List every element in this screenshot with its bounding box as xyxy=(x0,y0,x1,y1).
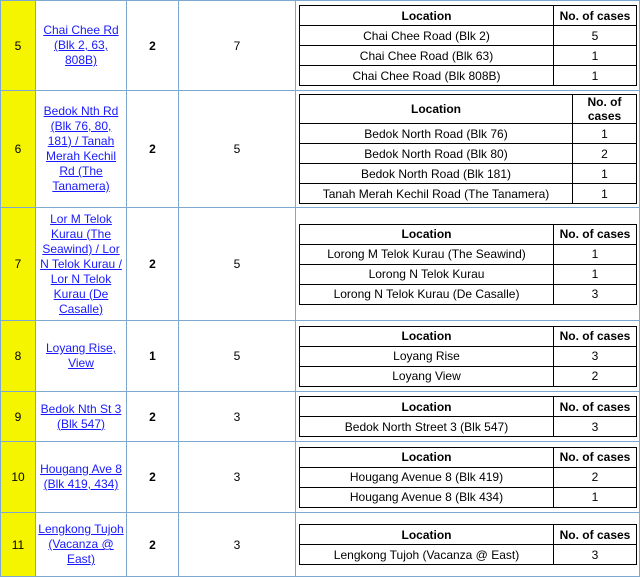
location-header: Location xyxy=(300,447,554,467)
cases-header: No. of cases xyxy=(554,397,637,417)
location-cell: Hougang Avenue 8 (Blk 434) xyxy=(300,487,554,507)
table-row xyxy=(300,487,637,507)
cluster-name-link[interactable]: Lor M Telok Kurau (The Seawind) / Lor N Telok Kurau / Lor N Telok Kurau (De Casalle) xyxy=(40,211,122,316)
cases-cell: 5 xyxy=(554,26,637,46)
location-header: Location xyxy=(300,525,554,545)
cluster-number: 9 xyxy=(1,392,36,442)
cases-cell: 1 xyxy=(554,264,637,284)
location-cell: Lorong M Telok Kurau (The Seawind) xyxy=(300,244,554,264)
table-row xyxy=(1,91,640,208)
table-row xyxy=(1,513,640,577)
cluster-name-link[interactable]: Lengkong Tujoh (Vacanza @ East) xyxy=(38,522,124,566)
location-cases-table xyxy=(299,94,637,204)
cases-cell: 1 xyxy=(573,184,637,204)
location-header: Location xyxy=(300,6,554,26)
cases-cell: 3 xyxy=(554,545,637,565)
cluster-total: 3 xyxy=(179,392,296,442)
location-cell: Tanah Merah Kechil Road (The Tanamera) xyxy=(300,184,573,204)
cluster-name-link[interactable]: Bedok Nth Rd (Blk 76, 80, 181) / Tanah Merah Kechil Rd (The Tanamera) xyxy=(43,104,119,193)
cluster-number: 10 xyxy=(1,442,36,513)
cases-cell: 1 xyxy=(554,66,637,86)
cluster-total: 5 xyxy=(179,91,296,208)
location-cases-table xyxy=(299,524,637,565)
table-row xyxy=(1,392,640,442)
table-row xyxy=(1,321,640,392)
location-cell: Bedok North Road (Blk 80) xyxy=(300,144,573,164)
table-row xyxy=(300,346,637,366)
location-cell: Loyang Rise xyxy=(300,346,554,366)
table-row xyxy=(300,467,637,487)
table-row xyxy=(300,184,637,204)
cluster-number: 11 xyxy=(1,513,36,577)
table-row xyxy=(300,545,637,565)
cases-cell: 2 xyxy=(573,144,637,164)
location-cell: Lengkong Tujoh (Vacanza @ East) xyxy=(300,545,554,565)
table-row xyxy=(1,208,640,321)
cluster-name-link[interactable]: Loyang Rise, View xyxy=(45,341,117,370)
cluster-name-link[interactable]: Hougang Ave 8 (Blk 419, 434) xyxy=(40,462,122,491)
cluster-count: 1 xyxy=(127,321,179,392)
cluster-total: 3 xyxy=(179,442,296,513)
cases-cell: 3 xyxy=(554,346,637,366)
cluster-total: 5 xyxy=(179,208,296,321)
cluster-total: 5 xyxy=(179,321,296,392)
location-cases-table xyxy=(299,224,637,305)
cluster-number: 7 xyxy=(1,208,36,321)
cases-cell: 2 xyxy=(554,366,637,386)
table-row xyxy=(300,144,637,164)
table-row xyxy=(300,417,637,437)
location-cell: Lorong N Telok Kurau xyxy=(300,264,554,284)
location-header: Location xyxy=(300,95,573,124)
location-cases-table xyxy=(299,396,637,437)
cluster-total: 3 xyxy=(179,513,296,577)
location-cases-table xyxy=(299,326,637,387)
location-cell: Hougang Avenue 8 (Blk 419) xyxy=(300,467,554,487)
cluster-count: 2 xyxy=(127,1,179,91)
cases-cell: 3 xyxy=(554,284,637,304)
location-cell: Bedok North Road (Blk 76) xyxy=(300,124,573,144)
location-cell: Chai Chee Road (Blk 63) xyxy=(300,46,554,66)
table-row xyxy=(300,164,637,184)
location-cases-table xyxy=(299,447,637,508)
cases-header: No. of cases xyxy=(554,525,637,545)
cluster-count: 2 xyxy=(127,91,179,208)
location-header: Location xyxy=(300,224,554,244)
location-cases-table xyxy=(299,5,637,86)
table-row xyxy=(300,244,637,264)
cases-header: No. of cases xyxy=(554,326,637,346)
cluster-count: 2 xyxy=(127,442,179,513)
cluster-name-link[interactable]: Bedok Nth St 3 (Blk 547) xyxy=(40,401,122,431)
cases-cell: 3 xyxy=(554,417,637,437)
cases-cell: 1 xyxy=(554,487,637,507)
table-row xyxy=(1,1,640,91)
cluster-number: 8 xyxy=(1,321,36,392)
cluster-name-link[interactable]: Chai Chee Rd (Blk 2, 63, 808B) xyxy=(43,23,119,67)
location-header: Location xyxy=(300,397,554,417)
cluster-count: 2 xyxy=(127,208,179,321)
table-row xyxy=(300,46,637,66)
cluster-count: 2 xyxy=(127,513,179,577)
table-row xyxy=(300,366,637,386)
cluster-number: 5 xyxy=(1,1,36,91)
location-cell: Bedok North Street 3 (Blk 547) xyxy=(300,417,554,437)
table-row xyxy=(300,66,637,86)
location-cell: Lorong N Telok Kurau (De Casalle) xyxy=(300,284,554,304)
cases-cell: 1 xyxy=(573,124,637,144)
cases-header: No. of cases xyxy=(554,224,637,244)
location-cell: Chai Chee Road (Blk 808B) xyxy=(300,66,554,86)
table-row xyxy=(300,284,637,304)
location-cell: Loyang View xyxy=(300,366,554,386)
table-row xyxy=(300,26,637,46)
table-row xyxy=(1,442,640,513)
location-header: Location xyxy=(300,326,554,346)
cases-cell: 1 xyxy=(554,46,637,66)
location-cell: Chai Chee Road (Blk 2) xyxy=(300,26,554,46)
table-row xyxy=(300,124,637,144)
cases-header: No. of cases xyxy=(554,6,637,26)
cases-cell: 1 xyxy=(554,244,637,264)
cluster-total: 7 xyxy=(179,1,296,91)
cluster-number: 6 xyxy=(1,91,36,208)
cases-cell: 1 xyxy=(573,164,637,184)
table-row xyxy=(300,264,637,284)
cases-header: No. of cases xyxy=(554,447,637,467)
cases-header: No. of cases xyxy=(573,95,637,124)
location-cell: Bedok North Road (Blk 181) xyxy=(300,164,573,184)
cases-cell: 2 xyxy=(554,467,637,487)
cluster-count: 2 xyxy=(127,392,179,442)
